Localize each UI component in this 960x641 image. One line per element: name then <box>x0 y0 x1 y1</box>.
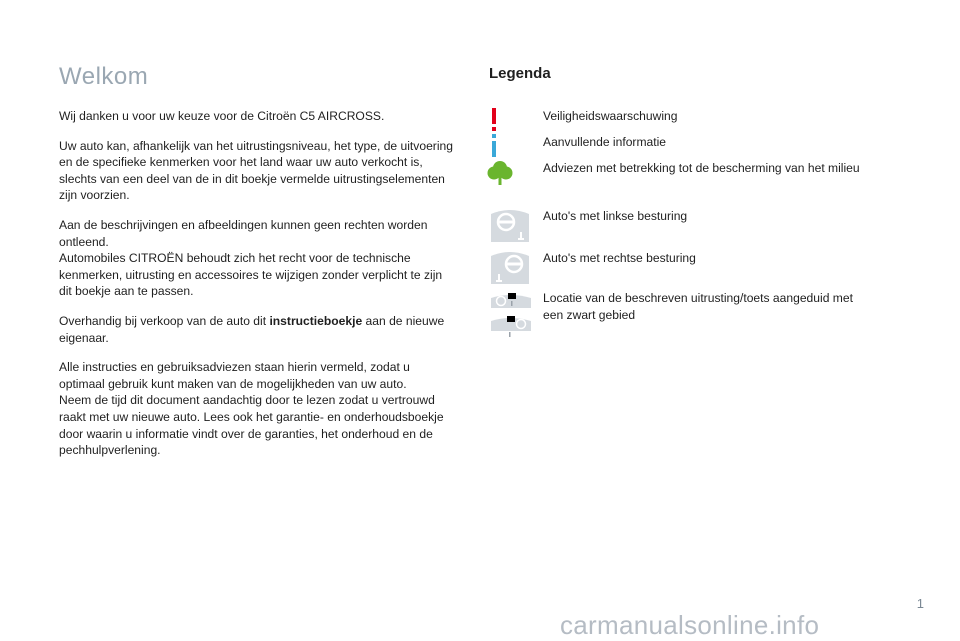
intro-paragraph-1: Wij danken u voor uw keuze voor de Citroën C5 AIRCROSS. <box>59 109 385 123</box>
legend-label-location: Locatie van de beschreven uitrusting/toets aangeduid met een zwart gebied <box>543 291 853 322</box>
legend-label-environment: Adviezen met betrekking tot de bescherming van het milieu <box>543 161 860 175</box>
leaf-environment-icon <box>487 160 513 191</box>
legend-title: Legenda <box>489 65 551 82</box>
watermark: carmanualsonline.info <box>560 610 820 640</box>
page-title: Welkom <box>59 63 149 90</box>
intro-paragraph-5b: Neem de tijd dit document aandachtig door te lezen zodat u vertrouwd raakt met uw nieuwe auto. Lees ook het garantie- en onderhoudsboekje door waarin u informatie vindt over de garanties, het onderhoud en de pechhulpverlening. <box>59 393 444 458</box>
intro-paragraph-5 <box>59 359 457 459</box>
page-number: 1 <box>916 596 924 611</box>
legend-label-right-hand-drive: Auto's met rechtse besturing <box>543 251 696 265</box>
right-hand-drive-icon <box>489 250 531 291</box>
legend-label-left-hand-drive: Auto's met linkse besturing <box>543 209 688 223</box>
legend-label-info: Aanvullende informatie <box>543 135 667 149</box>
intro-paragraph-4-end: aan de nieuwe eigenaar. <box>59 313 445 345</box>
intro-paragraph-2: Uw auto kan, afhankelijk van het uitrustingsniveau, het type, de uitvoering en de specifieke kenmerken voor het land waar uw auto verkocht is, slechts van een deel van de in dit boekje vermelde uitrustingselementen zijn voorzien. <box>59 138 453 203</box>
info-icon <box>489 134 499 163</box>
intro-paragraph-3b: Automobiles CITROËN behoudt zich het recht voor de technische kenmerken, uitrusting en accessoires te wijzigen zonder verplicht te zijn dit boekje aan te passen. <box>59 251 443 299</box>
left-hand-drive-icon <box>489 208 531 249</box>
intro-paragraph-3 <box>59 217 457 300</box>
intro-column <box>59 108 457 472</box>
intro-paragraph-4 <box>59 313 457 346</box>
intro-paragraph-5a: Alle instructies en gebruiksadviezen staan hierin vermeld, zodat u optimaal gebruik kunt maken van de mogelijkheden van uw auto. <box>59 360 410 391</box>
exclamation-warning-icon <box>489 108 499 137</box>
dashboard-location-icon <box>489 290 535 343</box>
instructieboekje-bold: instructieboekje <box>269 313 363 328</box>
legend-label-warning: Veiligheidswaarschuwing <box>543 109 678 123</box>
intro-paragraph-3a: Aan de beschrijvingen en afbeeldingen kunnen geen rechten worden ontleend. <box>59 217 428 249</box>
intro-paragraph-4-start: Overhandig bij verkoop van de auto dit <box>59 313 270 328</box>
